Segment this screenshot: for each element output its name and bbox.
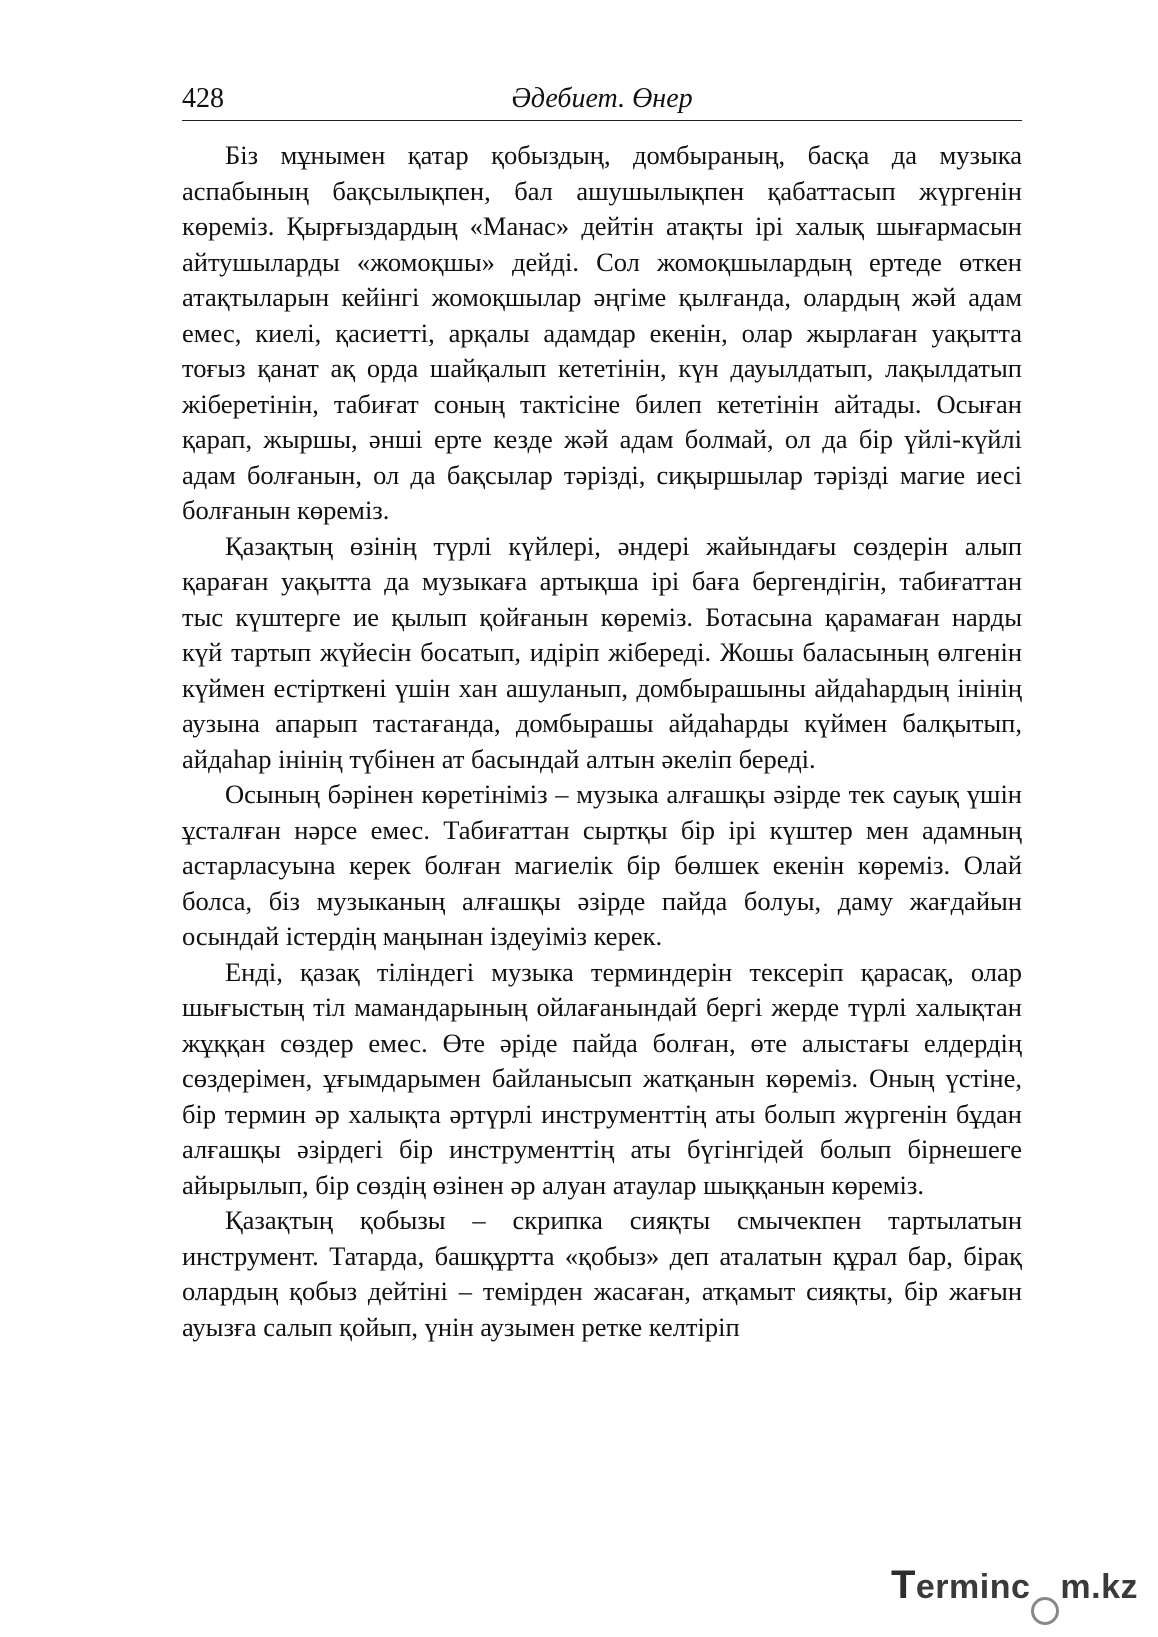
termincom-watermark — [891, 1563, 1138, 1623]
page-number: 428 — [182, 83, 224, 114]
paragraph-5: Қазақтың қобызы – скрипка сияқты смычекпен тартылатын инструмент. Татарда, башқұртта «қобыз» деп аталатын құрал бар, бірақ олардың қобыз дейтіні – темірден жасаған, атқамыт сияқты, бір жағын ауызға салып қойып, үнін аузымен ретке келтіріп — [182, 1205, 1022, 1342]
paragraph-1: Біз мұнымен қатар қобыздың, домбыраның, басқа да музыка аспабының бақсылықпен, бал ашушылықпен қабаттасып жүргенін көреміз. Қырғыздардың «Манас» дейтін атақты ірі халық шығармасын айтушыларды «жомоқшы» дейді. Сол жомоқшылардың ертеде өткен атақтыларын кейінгі жомоқшылар әңгіме қылғанда, олардың жәй адам емес, киелі, қасиетті, арқалы адамдар екенін, олар жырлаған уақытта тоғыз қанат ақ орда шайқалып кететінін, күн дауылдатып, лақылдатып жіберетінін, табиғат соның тактісіне билеп кететінін айтады. Осыған қарап, жыршы, әнші ерте кезде жәй адам болмай, ол да бір үйлі-күйлі адам болғанын, ол да бақсылар тәрізді, сиқыршылар тәрізді магие иесі болғанын көреміз. — [182, 140, 1022, 525]
paragraph-3: Осының бәрінен көретініміз – музыка алғашқы әзірде тек сауық үшін ұсталған нәрсе емес. Табиғаттан сыртқы бір ірі күштер мен адамның астарласуына керек болған магиелік бір бөлшек екенін көреміз. Олай болса, біз музыканың алғашқы әзірде пайда болуы, даму жағдайын осындай істердің маңынан іздеуіміз керек. — [182, 779, 1022, 951]
running-title: Әдебиет. Өнер — [511, 83, 693, 114]
body-text — [182, 138, 1022, 1345]
watermark-first-letter: T — [890, 1563, 916, 1607]
paragraph-4: Енді, қазақ тіліндегі музыка терминдерін тексеріп қарасақ, олар шығыстың тіл мамандарының ойлағанындай бергі жерде түрлі халықтан жұққан сөздер емес. Өте әріде пайда болған, өте алыстағы елдердің сөздерімен, ұғымдарымен байланысып жатқанын көреміз. Оның үстіне, бір термин әр халықта әртүрлі инструменттің аты болып жүргенін бұдан алғашқы әзірдегі бір инструменттің аты бүгінгідей болып бірнешеге айырылып, бір сөздің өзінен әр алуан атаулар шыққанын көреміз. — [182, 956, 1022, 1200]
watermark-ring-icon — [1031, 1597, 1059, 1625]
watermark-text-c: c — [1010, 1568, 1031, 1606]
watermark-text-end: m.kz — [1060, 1568, 1138, 1606]
paragraph-2: Қазақтың өзінің түрлі күйлері, әндері жайындағы сөздерін алып қараған уақытта да музыкаға артықша ірі баға бергендігін, табиғаттан тыс күштерге ие қылып қойғанын көреміз. Ботасына қарамаған нарды күй тартып жүйесін босатып, идіріп жібереді. Жошы баласының өлгенін күймен естірткені үшін хан ашуланып, домбырашыны айдаһардың інінің аузына апарып тастағанда, домбырашы айдаһарды күймен балқытып, айдаһар інінің түбінен ат басындай алтын әкеліп береді. — [182, 530, 1022, 774]
watermark-text-start: ermin — [915, 1568, 1011, 1606]
page-header — [182, 80, 1022, 121]
